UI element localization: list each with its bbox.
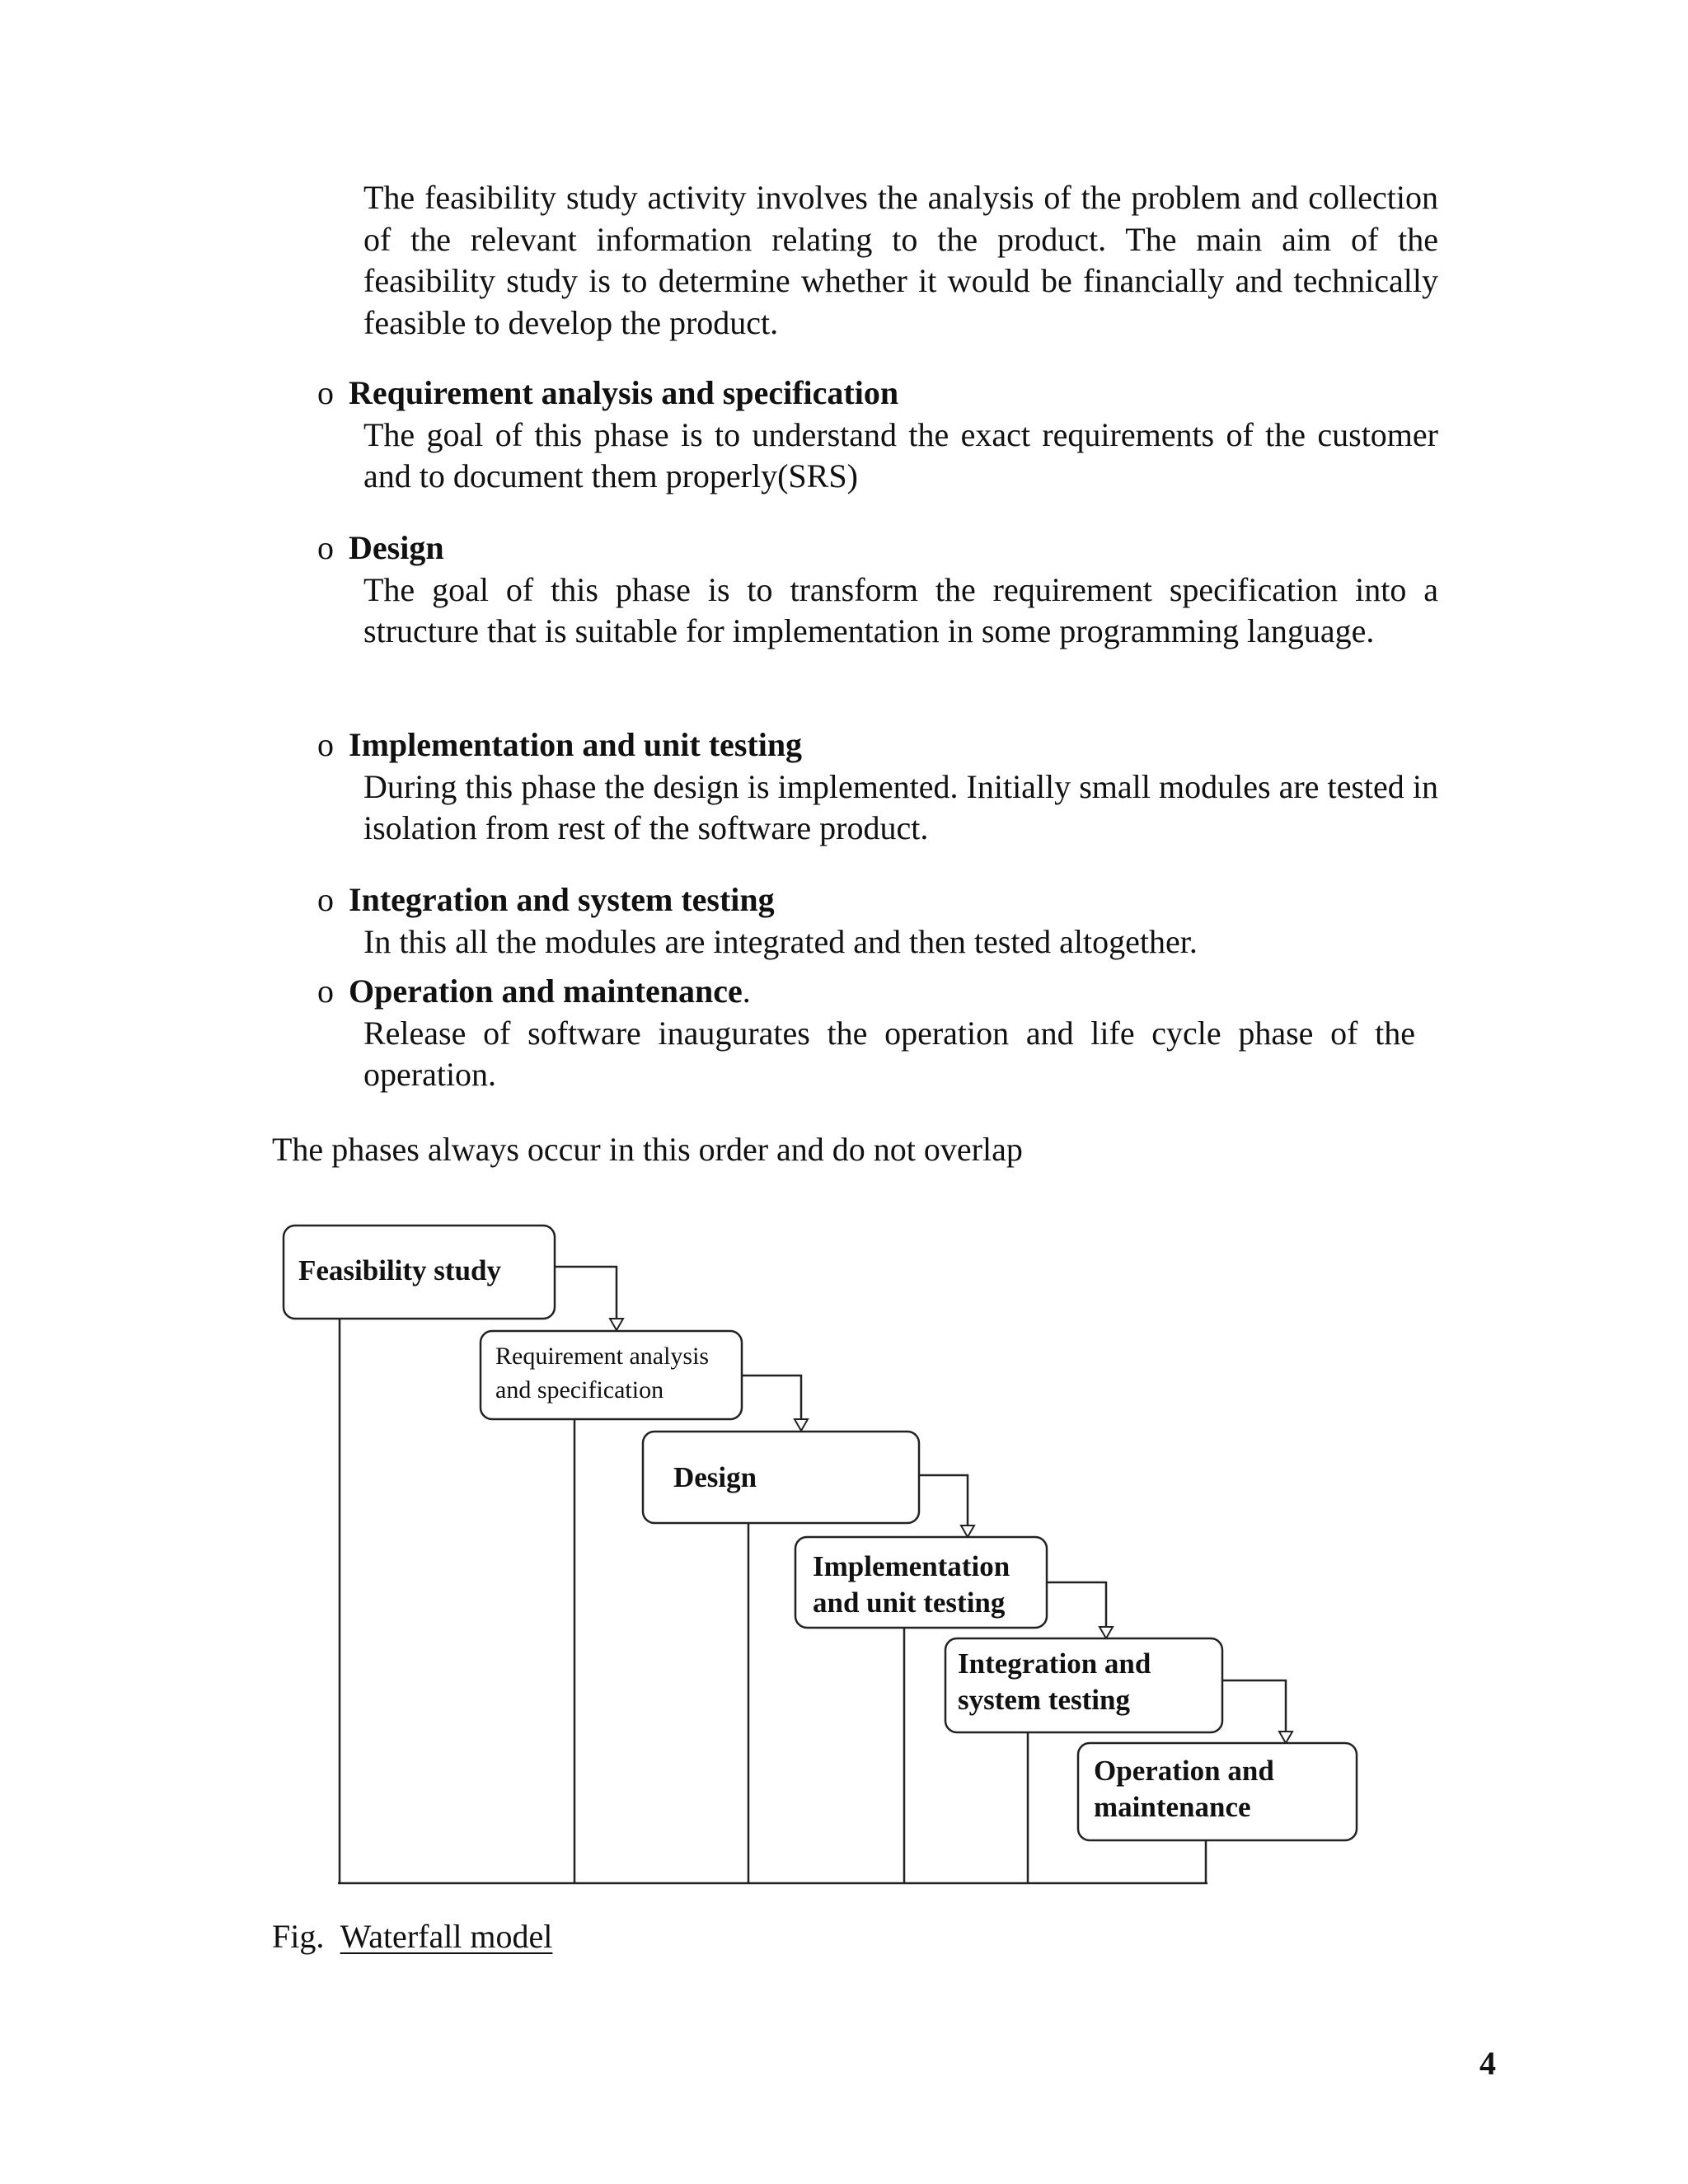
arrowhead (1100, 1627, 1113, 1638)
connector-design-implementation (919, 1475, 968, 1529)
phase-title: Integration and system testing (349, 881, 775, 918)
box-label: Feasibility study (298, 1254, 502, 1286)
connector-requirements-design (742, 1376, 801, 1422)
box-label: system testing (958, 1684, 1130, 1716)
connector-implementation-integration (1047, 1582, 1106, 1630)
phase-title: Design (349, 529, 444, 566)
box-implementation (795, 1537, 1047, 1628)
phase-title-suffix: . (742, 972, 751, 1010)
figure-caption (272, 1916, 552, 1957)
box-requirement-analysis (481, 1331, 742, 1419)
arrowhead (1279, 1732, 1292, 1743)
phase-title: Requirement analysis and specification (349, 374, 899, 411)
box-design (643, 1432, 919, 1523)
box-label: Design (673, 1461, 757, 1493)
box-integration (945, 1638, 1222, 1732)
box-label: Operation and (1094, 1755, 1274, 1787)
box-label: maintenance (1094, 1791, 1251, 1823)
phase-title: Operation and maintenance (349, 972, 743, 1010)
box-label: Implementation (813, 1550, 1010, 1582)
phase-title: Implementation and unit testing (349, 726, 803, 763)
arrowhead (961, 1526, 974, 1537)
caption-title: Waterfall model (340, 1918, 553, 1955)
phase-description: During this phase the design is implemented. Initially small modules are tested in isolation from rest of the software product. (363, 767, 1438, 846)
bullet-marker: o (317, 881, 334, 918)
caption-prefix: Fig. (272, 1918, 325, 1955)
connector-feasibility-requirements (555, 1267, 617, 1322)
intro-paragraph: The feasibility study activity involves the analysis of the problem and collection of the relevant information relating to the product. The main aim of the feasibility study is to determine whether it would be financially and technically feasible to develop the product. (363, 179, 1438, 341)
box-label: and specification (495, 1376, 664, 1404)
box-feasibility-study (284, 1226, 555, 1319)
page-number: 4 (1479, 2045, 1496, 2082)
box-label: and unit testing (813, 1586, 1006, 1619)
arrowhead (610, 1319, 623, 1330)
phase-description: The goal of this phase is to transform the requirement specification into a structure that is suitable for implementation in some programming language. (363, 570, 1438, 649)
bullet-marker: o (317, 726, 334, 763)
bullet-marker: o (317, 374, 334, 411)
phase-description: Release of software inaugurates the operation and life cycle phase of the operation. (363, 1014, 1415, 1093)
arrowhead (795, 1419, 808, 1431)
box-label: Integration and (958, 1647, 1151, 1680)
phase-description: In this all the modules are integrated and then tested altogether. (363, 922, 1198, 960)
order-statement: The phases always occur in this order and do not overlap (272, 1131, 1023, 1168)
bullet-marker: o (317, 529, 334, 566)
box-label: Requirement analysis (495, 1343, 710, 1370)
connector-integration-operation (1222, 1680, 1286, 1735)
bullet-marker: o (317, 972, 334, 1010)
box-operation (1078, 1743, 1357, 1840)
phase-description: The goal of this phase is to understand the exact requirements of the customer and to document them properly(SRS) (363, 415, 1438, 494)
